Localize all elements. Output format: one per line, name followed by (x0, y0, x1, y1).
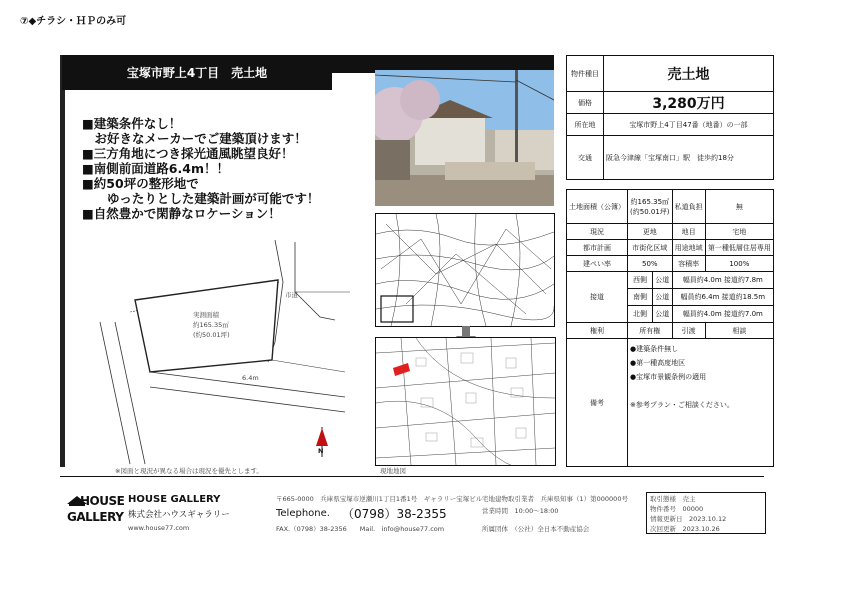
company-address: 〒665-0000 兵庫県宝塚市逆瀬川1丁目1番1号 ギャラリー宝塚ビル (276, 495, 483, 503)
land-area-cell (628, 190, 673, 224)
current-label: 現況 (567, 224, 628, 240)
land-area-tsubo: (約50.01坪) (630, 207, 670, 216)
city-label: 都市計画 (567, 240, 628, 256)
remark-item: ●建築条件無し (630, 345, 679, 353)
land-area-label: 土地面積（公簿） (567, 190, 628, 224)
road-dir: 西側 (628, 272, 653, 289)
plot-area-label: 実測面積 (193, 311, 219, 319)
plot-plan (90, 232, 365, 464)
location-value: 宝塚市野上4丁目47番（地番）の一部 (604, 114, 774, 136)
city-value: 市街化区域 (628, 240, 673, 256)
road-dir: 北側 (628, 306, 653, 323)
far-label: 容積率 (672, 256, 705, 272)
zoning-label: 用途地域 (672, 240, 705, 256)
price-label: 価格 (567, 92, 604, 114)
road-kind: 公道 (653, 289, 673, 306)
road-dir: 南側 (628, 289, 653, 306)
info-line: 次回更新 2023.10.26 (650, 525, 720, 533)
summary-table (566, 55, 774, 180)
feature-item: お好きなメーカーでご建築頂けます！ (82, 131, 307, 146)
site-photo-image (375, 70, 554, 206)
plot-area-sqm: 約165.35㎡ (193, 321, 229, 329)
transport-value: 阪急今津線「宝塚南口」駅 徒歩約18分 (604, 136, 774, 180)
area-map-detail-drawing (376, 338, 555, 465)
remarks-label: 備考 (567, 339, 628, 467)
road-label: 接道 (567, 272, 628, 323)
info-line: 物件番号 00000 (650, 505, 704, 513)
setback-value: 無 (705, 190, 773, 224)
plot-note: ※図面と現況が異なる場合は現況を優先とします。 (115, 467, 263, 475)
road-east-label: 市道 (285, 291, 298, 299)
company-name-en: HOUSE GALLERY (128, 494, 221, 505)
tel-value[interactable]: （0798）38-2355 (342, 507, 447, 521)
property-title: 宝塚市野上4丁目 売土地 (62, 55, 332, 90)
tel-label: Telephone. (276, 508, 330, 519)
site-marker (393, 363, 410, 376)
handover-label: 引渡 (672, 323, 705, 339)
handover-value: 相談 (705, 323, 773, 339)
area-map-overview (375, 213, 555, 327)
logo-text-bottom: GALLERY (67, 510, 124, 524)
coverage-label: 建ぺい率 (567, 256, 628, 272)
road-kind: 公道 (653, 272, 673, 289)
logo-text-top: HOUSE (80, 494, 125, 508)
setback-label: 私道負担 (672, 190, 705, 224)
feature-item: ゆったりとした建築計画が可能です！ (82, 191, 320, 206)
area-map-detail (375, 337, 556, 466)
spec-table (566, 189, 774, 467)
location-label: 所在地 (567, 114, 604, 136)
road-kind: 公道 (653, 306, 673, 323)
rights-value: 所有権 (628, 323, 673, 339)
north-label: N (318, 447, 324, 455)
rights-label: 権利 (567, 323, 628, 339)
hours-line: 営業時間 10:00～18:00 (482, 507, 559, 515)
header-note: ⑦◆チラシ・ＨＰのみ可 (20, 16, 127, 27)
area-map-overview-drawing (376, 214, 554, 326)
feature-item: ■三方角地につき採光通風眺望良好！ (82, 146, 294, 161)
plot-plan-drawing (90, 232, 365, 464)
category-value: 宅地 (705, 224, 773, 240)
coverage-value: 50% (628, 256, 673, 272)
category-label: 地目 (672, 224, 705, 240)
remark-item: ※参考プラン・ご相談ください。 (630, 401, 734, 409)
info-line: 情報更新日 2023.10.12 (650, 515, 727, 523)
type-value: 売土地 (604, 56, 774, 92)
footer-divider (60, 476, 764, 477)
road-width: 幅員約4.0m 接道約7.0m (672, 306, 773, 323)
site-photo (375, 70, 554, 206)
company-name-ja: 株式会社ハウスギャラリー (128, 510, 230, 520)
price-value: 3,280万円 (604, 92, 774, 114)
left-border (60, 55, 65, 467)
road-width: 幅員約4.0m 接道約7.8m (672, 272, 773, 289)
zoning-value: 第一種低層住居専用 (705, 240, 773, 256)
plot-area-tsubo: (約50.01坪) (193, 331, 230, 339)
type-label: 物件種目 (567, 56, 604, 92)
remark-item: ●第一種高度地区 (630, 359, 686, 367)
remark-item: ●宝塚市景観条例の適用 (630, 373, 707, 381)
company-url[interactable]: www.house77.com (128, 524, 190, 532)
feature-item: ■約50坪の整形地で (82, 176, 199, 191)
land-area-value: 約165.35㎡ (630, 197, 670, 206)
fax-mail-line: FAX.（0798）38-2356 Mail. info@house77.com (276, 525, 445, 533)
current-value: 更地 (628, 224, 673, 240)
feature-item: ■建築条件なし！ (82, 116, 182, 131)
feature-item: ■自然豊かで閑静なロケーション！ (82, 206, 281, 221)
feature-item: ■南側前面道路6.4m！！ (82, 161, 229, 176)
license-line: 宅地建物取引業者 兵庫県知事（1）第000000号 (482, 495, 628, 503)
road-south-width: 6.4m (242, 374, 259, 382)
transport-label: 交通 (567, 136, 604, 180)
remarks-cell (628, 339, 774, 467)
map-caption: 現地地図 (380, 467, 406, 475)
listing-info-box (646, 492, 766, 534)
far-value: 100% (705, 256, 773, 272)
info-line: 取引態様 売主 (650, 495, 696, 503)
association-line: 所属団体 （公社）全日本不動産協会 (482, 525, 590, 533)
road-width: 幅員約6.4m 接道約18.5m (672, 289, 773, 306)
